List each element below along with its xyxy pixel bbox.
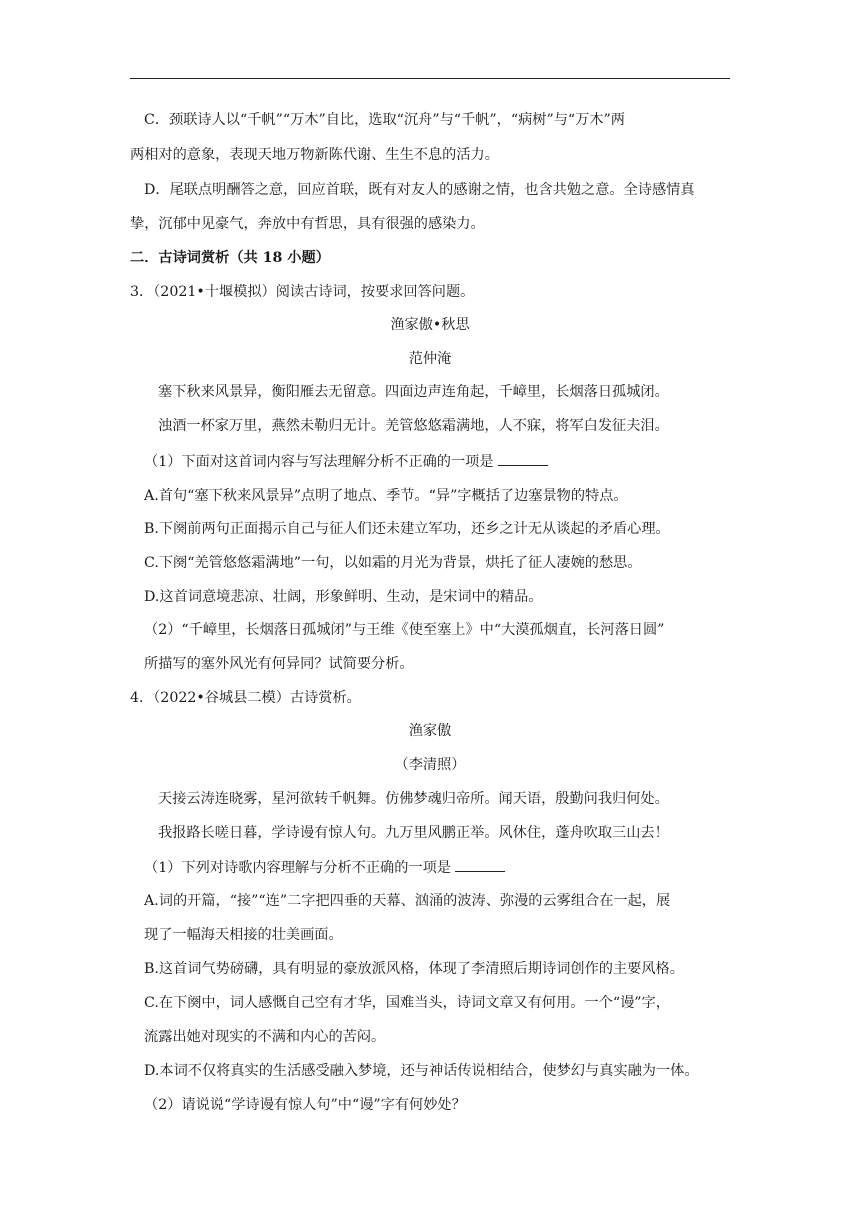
q3-option-d: D.这首词意境悲凉、壮阔，形象鲜明、生动，是宋词中的精品。 — [144, 589, 543, 605]
q3-poem-line-1: 塞下秋来风景异，衡阳雁去无留意。四面边声连角起，千嶂里，长烟落日孤城闭。 — [158, 384, 669, 400]
q4-subquestion-1-text: （1）下列对诗歌内容理解与分析不正确的一项是 — [144, 860, 451, 876]
q4-poem-line-2: 我报路长嗟日暮，学诗谩有惊人句。九万里风鹏正举。风休住，蓬舟吹取三山去！ — [158, 825, 669, 841]
q4-subquestion-2: （2）请说说“学诗谩有惊人句”中“谩”字有何妙处？ — [144, 1097, 466, 1113]
question-4-intro: 4．（2022•谷城县二模）古诗赏析。 — [130, 690, 361, 706]
q4-subquestion-1 — [144, 857, 730, 878]
q3-option-a: A.首句“塞下秋来风景异”点明了地点、季节。“异”字概括了边塞景物的特点。 — [144, 488, 628, 504]
question-3-intro: 3．（2021•十堰模拟）阅读古诗词，按要求回答问题。 — [130, 284, 475, 300]
q3-option-b: B.下阕前两句正面揭示自己与征人们还未建立军功，还乡之计无从谈起的矛盾心理。 — [144, 521, 670, 537]
q4-option-c-line-1: C.在下阕中，词人感慨自己空有才华，国难当头，诗词文章又有何用。一个“谩”字， — [144, 995, 670, 1011]
answer-blank[interactable] — [498, 451, 548, 466]
q3-poem-author: 范仲淹 — [408, 351, 452, 367]
q3-subquestion-2-line-1: （2）“千嶂里，长烟落日孤城闭”与王维《使至塞上》中“大漠孤烟直，长河落日圆” — [144, 622, 665, 638]
q3-subquestion-1-text: （1）下面对这首词内容与写法理解分析不正确的一项是 — [144, 454, 494, 470]
header-rule — [130, 78, 730, 79]
q4-option-b: B.这首词气势磅礴，具有明显的豪放派风格，体现了李清照后期诗词创作的主要风格。 — [144, 961, 684, 977]
q3-subquestion-2-line-2: 所描写的塞外风光有何异同？试简要分析。 — [144, 656, 414, 672]
q3-poem-line-2: 浊酒一杯家万里，燕然未勒归无计。羌管悠悠霜满地，人不寐，将军白发征夫泪。 — [158, 418, 669, 434]
section-heading: 二．古诗词赏析（共 18 小题） — [130, 250, 330, 266]
q4-option-c-line-2: 流露出她对现实的不满和内心的苦闷。 — [144, 1029, 386, 1045]
option-c-line-1: C．颈联诗人以“千帆”“万木”自比，选取“沉舟”与“千帆”，“病树”与“万木”两 — [144, 112, 625, 128]
q4-poem-line-1: 天接云涛连晓雾，星河欲转千帆舞。仿佛梦魂归帝所。闻天语，殷勤问我归何处。 — [158, 791, 669, 807]
q3-poem-title: 渔家傲•秋思 — [390, 317, 470, 333]
q4-poem-author: （李清照） — [394, 757, 466, 773]
q4-poem-title: 渔家傲 — [408, 723, 452, 739]
answer-blank[interactable] — [455, 857, 505, 872]
q3-subquestion-1 — [144, 451, 730, 472]
option-d-line-1: D．尾联点明酬答之意，回应首联，既有对友人的感谢之情，也含共勉之意。全诗感情真 — [144, 182, 695, 198]
q3-option-c: C.下阕“羌管悠悠霜满地”一句，以如霜的月光为背景，烘托了征人凄婉的愁思。 — [144, 555, 642, 571]
q4-option-a-line-1: A.词的开篇，“接”“连”二字把四垂的天幕、汹涌的波涛、弥漫的云雾组合在一起，展 — [144, 893, 671, 909]
q4-option-a-line-2: 现了一幅海天相接的壮美画面。 — [144, 927, 343, 943]
option-c-line-2: 两相对的意象，表现天地万物新陈代谢、生生不息的活力。 — [130, 147, 499, 163]
option-d-line-2: 挚，沉郁中见豪气，奔放中有哲思，具有很强的感染力。 — [130, 216, 485, 232]
q4-option-d: D.本词不仅将真实的生活感受融入梦境，还与神话传说相结合，使梦幻与真实融为一体。 — [144, 1063, 699, 1079]
